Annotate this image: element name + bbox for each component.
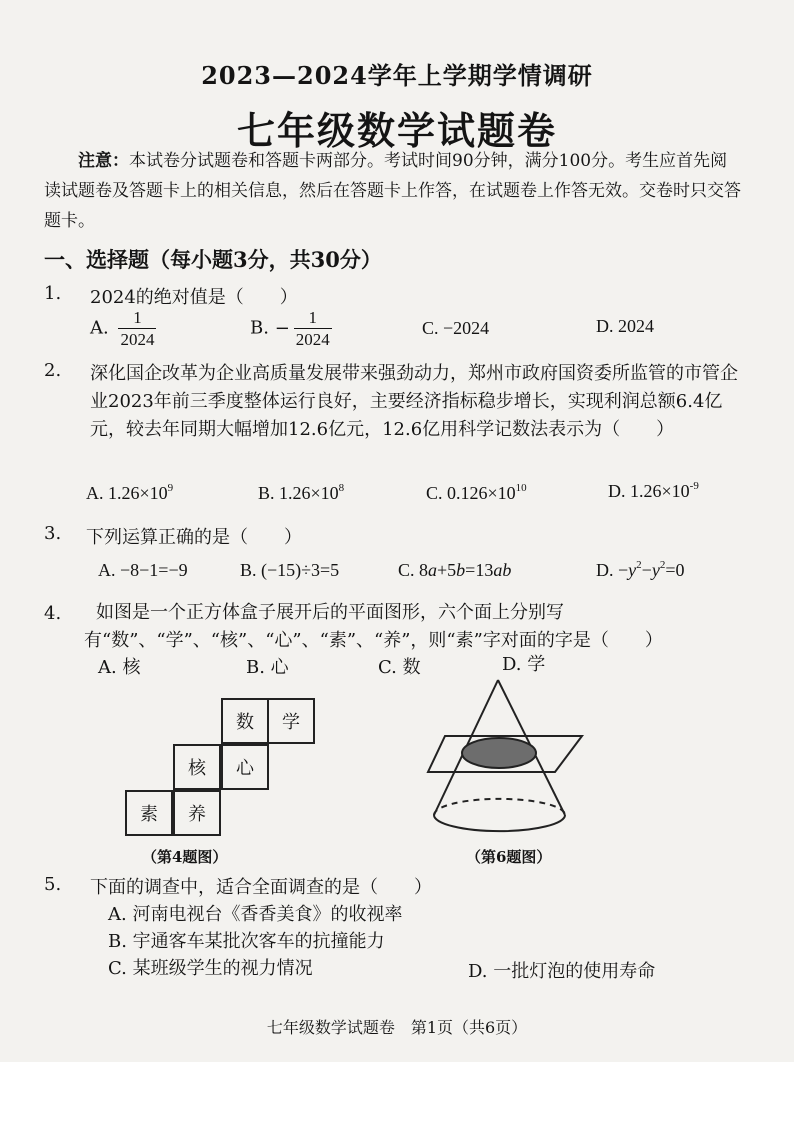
- q3-d-var-y2: y: [651, 560, 660, 580]
- q2-option-d: [608, 481, 699, 502]
- q3-d-part3: =0: [665, 560, 685, 580]
- q1-option-b: [250, 307, 332, 350]
- q3-c-var-b: b: [456, 560, 466, 580]
- q5-number: 5.: [44, 874, 62, 895]
- net-cell-he: 核: [173, 744, 221, 790]
- page-footer: 七年级数学试题卷 第1页（共6页）: [266, 1018, 528, 1037]
- q5-option-d: D. 一批灯泡的使用寿命: [468, 961, 656, 982]
- q2-d-base: D. 1.26×10: [608, 481, 690, 501]
- net-cell-xin: 心: [221, 744, 269, 790]
- q2-c-exponent: 10: [515, 482, 527, 494]
- q3-option-b: B. (−15)÷3=5: [240, 560, 340, 580]
- q5-stem: 下面的调查中，适合全面调查的是（ ）: [90, 877, 432, 898]
- q4-option-c: C. 数: [378, 657, 421, 678]
- q1-option-c: C. −2024: [422, 318, 490, 338]
- exam-title: 七年级数学试题卷: [236, 108, 557, 153]
- notice-paragraph: [44, 146, 744, 236]
- q2-a-base: A. 1.26×10: [86, 483, 168, 503]
- q1-stem: 2024的绝对值是（ ）: [90, 287, 298, 308]
- q1-a-label: A.: [90, 317, 109, 339]
- q5-option-b: B. 宇通客车某批次客车的抗撞能力: [108, 931, 385, 952]
- exam-year-title: 2023—2024学年上学期学情调研: [201, 61, 593, 90]
- q3-d-exp1: 2: [636, 559, 642, 571]
- q3-option-a: A. −8−1=−9: [98, 560, 188, 580]
- q1-b-label: B.: [250, 317, 269, 339]
- q5-option-a: A. 河南电视台《香香美食》的收视率: [108, 904, 403, 925]
- q1-option-a: [90, 307, 156, 350]
- q3-number: 3.: [44, 523, 62, 544]
- q1-a-numerator: 1: [118, 307, 156, 329]
- q3-option-d: [596, 560, 684, 581]
- q3-option-c: [398, 560, 511, 581]
- q2-stem: 深化国企改革为企业高质量发展带来强劲动力，郑州市政府国资委所监管的市管企业2023年前三季度整体运行良好，主要经济指标稳步增长，实现利润总额6.4亿元，较去年同期大幅增加12.6亿元，12.6亿用科学记数法表示为（ ）: [90, 363, 738, 440]
- q2-option-a: [86, 483, 173, 504]
- q4-option-a: A. 核: [98, 657, 141, 678]
- notice-text: 本试卷分试题卷和答题卡两部分。考试时间90分钟，满分100分。考生应首先阅读试题卷及答题卡上的相关信息，然后在答题卡上作答，在试题卷上作答无效。交卷时只交答题卡。: [44, 151, 741, 231]
- q3-c-part2: +5: [437, 560, 457, 580]
- q5-option-c: C. 某班级学生的视力情况: [108, 958, 313, 979]
- q4-number: 4.: [44, 603, 62, 624]
- q3-c-var-ab: ab: [493, 560, 512, 580]
- figure6-caption: （第6题图）: [466, 848, 552, 866]
- q1-number: 1.: [44, 283, 62, 304]
- q1-b-numerator: 1: [294, 307, 332, 329]
- q1-b-fraction: [294, 307, 332, 350]
- q3-d-exp2: 2: [659, 559, 666, 571]
- q2-b-base: B. 1.26×10: [258, 483, 339, 503]
- q4-stem: 如图是一个正方体盒子展开后的平面图形，六个面上分别写有“数”、“学”、“核”、“心”、“素”、“养”，则“素”字对面的字是（ ）: [84, 602, 663, 651]
- q1-b-sign: −: [274, 318, 290, 339]
- q3-c-part3: =13: [465, 560, 494, 580]
- net-cell-shu: 数: [221, 698, 269, 744]
- figure4-caption: （第4题图）: [142, 848, 228, 866]
- q3-d-part1: D. −: [596, 560, 629, 580]
- notice-label: 注意：: [78, 151, 129, 171]
- q2-number: 2.: [44, 360, 62, 381]
- q2-a-exponent: 9: [167, 482, 174, 494]
- q4-option-b: B. 心: [246, 657, 289, 678]
- net-cell-xue: 学: [267, 698, 315, 744]
- net-cell-su: 素: [125, 790, 173, 836]
- net-cell-yang: 养: [173, 790, 221, 836]
- q3-d-part2: −: [641, 560, 652, 580]
- q3-c-var-a: a: [428, 560, 438, 580]
- q2-c-base: C. 0.126×10: [426, 483, 516, 503]
- q3-c-part1: C. 8: [398, 560, 429, 580]
- section-title: 一、选择题（每小题3分，共30分）: [44, 247, 382, 272]
- q2-option-b: [258, 483, 344, 504]
- q1-b-denominator: 2024: [295, 330, 330, 349]
- q2-b-exponent: 8: [338, 482, 345, 494]
- q4-option-d: D. 学: [502, 654, 546, 675]
- q3-stem: 下列运算正确的是（ ）: [86, 527, 302, 548]
- q2-option-c: [426, 483, 527, 504]
- q1-a-fraction: [118, 307, 156, 350]
- q1-option-d: D. 2024: [596, 316, 654, 336]
- q3-d-var-y1: y: [628, 560, 637, 580]
- q1-a-denominator: 2024: [120, 330, 155, 349]
- q2-d-exponent: -9: [689, 480, 699, 492]
